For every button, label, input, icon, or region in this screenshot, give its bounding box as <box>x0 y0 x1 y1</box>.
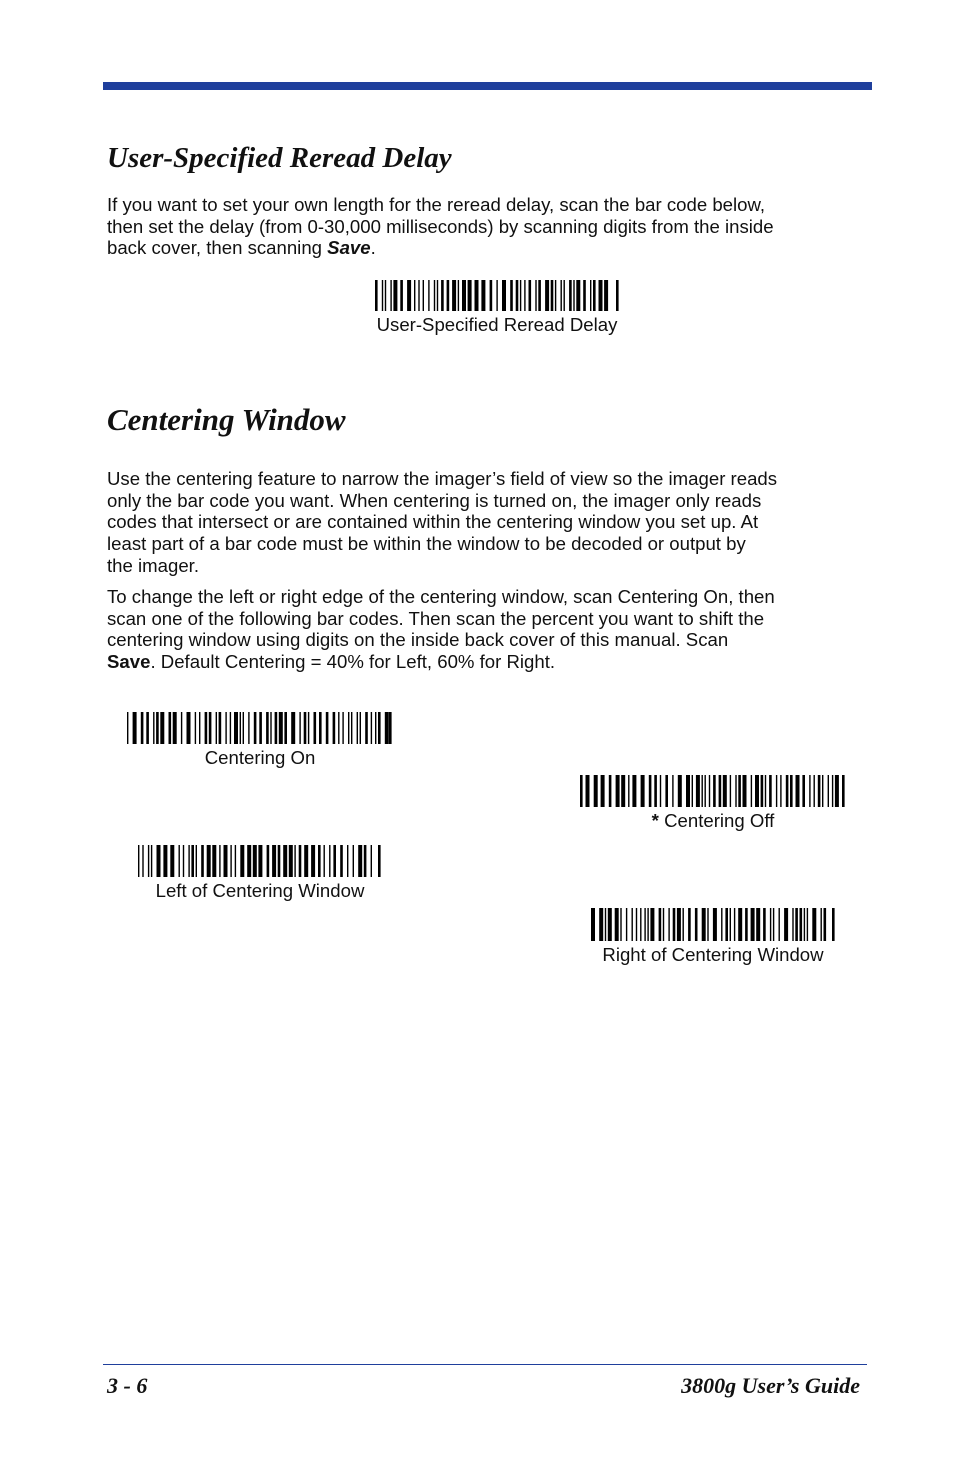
barcode-bar <box>705 775 706 807</box>
barcode-bar <box>311 845 315 877</box>
barcode-bar <box>156 712 159 744</box>
barcode-bar <box>694 908 697 941</box>
barcode-bar <box>212 845 216 877</box>
barcode-bar <box>340 845 343 877</box>
barcode-bar <box>347 845 348 877</box>
barcode-centering-on-label: Centering On <box>204 747 316 768</box>
barcode-bar <box>314 712 317 744</box>
barcode-bar <box>127 712 128 744</box>
barcode-bar <box>318 845 321 877</box>
barcode-bar <box>616 280 619 311</box>
barcode-bar <box>644 908 645 941</box>
save-emphasis: Save <box>327 237 371 259</box>
barcode-bar <box>593 280 596 311</box>
barcode-bar <box>519 280 520 311</box>
barcode-centering-off-bars <box>580 775 846 807</box>
barcode-bar <box>219 712 222 744</box>
barcode-bar <box>563 280 564 311</box>
section-title-reread-delay: User-Specified Reread Delay <box>107 142 452 174</box>
barcode-bar <box>528 280 531 311</box>
barcode-right-window-label: Right of Centering Window <box>602 944 824 965</box>
barcode-bar <box>258 845 262 877</box>
default-marker: * <box>651 810 659 831</box>
barcode-bar <box>153 712 154 744</box>
barcode-bar <box>199 712 200 744</box>
barcode-bar <box>378 712 381 744</box>
barcode-bar <box>418 280 419 311</box>
barcode-bar <box>240 712 241 744</box>
barcode-bar <box>828 775 829 807</box>
barcode-left-window-label: Left of Centering Window <box>155 880 365 901</box>
barcode-bar <box>375 712 376 744</box>
barcode-bar <box>289 845 293 877</box>
barcode-bar <box>672 908 675 941</box>
barcode-bar <box>160 712 164 744</box>
barcode-bar <box>324 845 325 877</box>
barcode-bar <box>240 845 244 877</box>
barcode-bar <box>598 280 602 311</box>
barcode-reread-delay-bars <box>375 280 620 311</box>
barcode-bar <box>351 712 352 744</box>
barcode-bar <box>133 712 137 744</box>
barcode-bar <box>385 712 389 744</box>
barcode-bar <box>632 775 636 807</box>
barcode-left-window-bars <box>138 845 382 877</box>
footer-rule <box>103 1364 867 1365</box>
barcode-bar <box>299 712 300 744</box>
barcode-bar <box>823 908 826 941</box>
barcode-bar <box>692 775 693 807</box>
barcode-bar <box>814 775 815 807</box>
barcode-bar <box>299 845 302 877</box>
barcode-bar <box>796 775 800 807</box>
guide-title: 3800g User’s Guide <box>681 1373 860 1398</box>
barcode-bar <box>730 775 731 807</box>
barcode-bar <box>319 712 322 744</box>
barcode-bar <box>195 712 196 744</box>
barcode-bar <box>765 775 766 807</box>
barcode-bar <box>721 908 722 941</box>
barcode-bar <box>381 280 382 311</box>
barcode-bar <box>842 775 845 807</box>
barcode-left-window[interactable] <box>110 845 410 902</box>
barcode-bar <box>688 908 691 941</box>
barcode-bar <box>266 712 269 744</box>
barcode-bar <box>599 908 603 941</box>
barcode-bar <box>467 280 471 311</box>
barcode-bar <box>725 908 728 941</box>
barcode-bar <box>822 775 823 807</box>
barcode-bar <box>650 908 654 941</box>
barcode-bar <box>183 845 184 877</box>
barcode-bar <box>248 712 249 744</box>
barcode-bar <box>682 908 683 941</box>
barcode-bar <box>586 775 590 807</box>
barcode-bar <box>576 280 580 311</box>
barcode-bar <box>763 908 766 941</box>
barcode-bar <box>384 280 385 311</box>
barcode-bar <box>173 712 177 744</box>
barcode-bar <box>784 908 788 941</box>
barcode-bar <box>560 280 561 311</box>
barcode-bar <box>590 280 591 311</box>
barcode-bar <box>713 775 716 807</box>
barcode-reread-delay-label: User-Specified Reread Delay <box>376 314 618 335</box>
barcode-bar <box>729 908 730 941</box>
barcode-bar <box>294 845 295 877</box>
barcode-bar <box>660 775 661 807</box>
barcode-bar <box>580 775 583 807</box>
barcode-bar <box>818 775 821 807</box>
barcode-bar <box>755 775 759 807</box>
barcode-bar <box>654 775 657 807</box>
barcode-bar <box>338 712 339 744</box>
barcode-centering-off-caption <box>563 810 863 832</box>
barcode-bar <box>780 775 781 807</box>
barcode-bar <box>191 845 194 877</box>
barcode-bar <box>803 908 804 941</box>
barcode-bar <box>809 775 810 807</box>
barcode-centering-off[interactable] <box>563 775 863 832</box>
barcode-bar <box>481 280 485 311</box>
barcode-bar <box>776 775 777 807</box>
barcode-bar <box>806 908 807 941</box>
barcode-bar <box>219 845 220 877</box>
barcode-bar <box>235 845 236 877</box>
barcode-bar <box>573 280 574 311</box>
barcode-bar <box>554 280 555 311</box>
barcode-bar <box>769 775 772 807</box>
barcode-bar <box>635 908 636 941</box>
barcode-centering-off-label: Centering Off <box>664 810 775 831</box>
barcode-bar <box>342 712 343 744</box>
barcode-bar <box>358 845 362 877</box>
barcode-bar <box>446 280 449 311</box>
barcode-bar <box>230 845 231 877</box>
barcode-bar <box>702 775 703 807</box>
barcode-bar <box>151 845 152 877</box>
barcode-bar <box>187 712 191 744</box>
barcode-bar <box>207 845 211 877</box>
barcode-bar <box>230 712 231 744</box>
barcode-bar <box>614 908 618 941</box>
header-rule <box>103 82 872 90</box>
barcode-bar <box>169 712 172 744</box>
barcode-bar <box>284 712 287 744</box>
barcode-bar <box>279 712 283 744</box>
barcode-bar <box>433 280 434 311</box>
barcode-bar <box>738 908 742 941</box>
barcode-bar <box>224 845 228 877</box>
barcode-bar <box>142 845 143 877</box>
barcode-bar <box>738 775 741 807</box>
barcode-bar <box>820 908 821 941</box>
barcode-bar <box>365 712 368 744</box>
barcode-bar <box>146 712 149 744</box>
barcode-bar <box>364 845 367 877</box>
barcode-bar <box>308 712 309 744</box>
barcode-bar <box>371 845 372 877</box>
barcode-bar <box>489 280 492 311</box>
barcode-bar <box>375 280 378 311</box>
barcode-bar <box>616 775 620 807</box>
barcode-bar <box>329 845 330 877</box>
barcode-bar <box>668 908 669 941</box>
barcode-bar <box>756 908 760 941</box>
barcode-bar <box>735 775 736 807</box>
centering-instructions-text-end: . Default Centering = 40% for Left, 60% for Right. <box>150 651 556 673</box>
barcode-bar <box>333 845 336 877</box>
barcode-bar <box>188 845 189 877</box>
barcode-bar <box>163 845 167 877</box>
reread-delay-text: If you want to set your own length for the reread delay, scan the bar code below, then set the delay (from 0-30,000 milliseconds) by scanning digits from the inside back cover, then scanning <box>107 194 774 259</box>
barcode-bar <box>676 908 680 941</box>
barcode-bar <box>291 712 295 744</box>
barcode-bar <box>621 775 625 807</box>
barcode-bar <box>604 280 608 311</box>
barcode-bar <box>510 280 513 311</box>
barcode-bar <box>205 712 208 744</box>
barcode-bar <box>550 280 553 311</box>
barcode-bar <box>357 712 358 744</box>
barcode-bar <box>778 908 779 941</box>
barcode-bar <box>799 908 802 941</box>
barcode-bar <box>607 908 611 941</box>
barcode-bar <box>141 712 144 744</box>
barcode-bar <box>707 908 708 941</box>
barcode-bar <box>609 775 612 807</box>
barcode-bar <box>795 908 798 941</box>
centering-instructions <box>107 586 877 673</box>
barcode-bar <box>272 845 276 877</box>
barcode-bar <box>304 845 308 877</box>
barcode-bar <box>641 775 645 807</box>
barcode-bar <box>772 908 773 941</box>
barcode-bar <box>647 908 648 941</box>
barcode-bar <box>414 280 415 311</box>
barcode-bar <box>750 908 754 941</box>
barcode-bar <box>620 908 621 941</box>
barcode-bar <box>333 712 336 744</box>
barcode-bar <box>393 280 397 311</box>
barcode-bar <box>278 845 281 877</box>
centering-description: Use the centering feature to narrow the imager’s field of view so the imager reads only the bar code you want. When centering is turned on, the imager only reads codes that intersect or are contained within the centering window you set up. At least part of a bar code must be within the window to be decoded or output by the imager. <box>107 468 778 576</box>
barcode-bar <box>583 280 586 311</box>
barcode-bar <box>390 280 391 311</box>
barcode-bar <box>569 280 572 311</box>
barcode-bar <box>181 712 182 744</box>
barcode-bar <box>474 280 478 311</box>
barcode-bar <box>601 775 605 807</box>
barcode-bar <box>267 845 270 877</box>
barcode-bar <box>701 908 705 941</box>
barcode-bar <box>428 280 429 311</box>
barcode-bar <box>389 712 392 744</box>
barcode-bar <box>247 845 251 877</box>
barcode-bar <box>515 280 518 311</box>
barcode-bar <box>283 845 287 877</box>
barcode-bar <box>658 908 661 941</box>
barcode-centering-on[interactable] <box>110 712 410 769</box>
barcode-bar <box>326 712 329 744</box>
barcode-bar <box>723 775 727 807</box>
barcode-bar <box>353 845 354 877</box>
barcode-bar <box>751 775 752 807</box>
barcode-bar <box>496 280 497 311</box>
barcode-bar <box>802 775 805 807</box>
barcode-bar <box>733 908 734 941</box>
barcode-bar <box>462 280 466 311</box>
barcode-bar <box>400 280 403 311</box>
barcode-bar <box>545 280 549 311</box>
reread-delay-description <box>107 194 877 259</box>
barcode-bar <box>835 775 839 807</box>
barcode-bar <box>348 712 349 744</box>
barcode-bar <box>696 775 700 807</box>
barcode-right-window-bars <box>591 908 836 941</box>
barcode-bar <box>422 280 423 311</box>
barcode-centering-on-bars <box>127 712 393 744</box>
barcode-bar <box>631 908 632 941</box>
barcode-bar <box>179 845 180 877</box>
barcode-bar <box>254 712 257 744</box>
barcode-bar <box>792 908 793 941</box>
barcode-bar <box>138 845 139 877</box>
barcode-bar <box>201 845 204 877</box>
barcode-bar <box>812 908 816 941</box>
barcode-bar <box>786 775 789 807</box>
barcode-bar <box>275 712 278 744</box>
barcode-bar <box>719 775 722 807</box>
barcode-bar <box>743 775 747 807</box>
barcode-bar <box>604 908 605 941</box>
barcode-bar <box>452 280 456 311</box>
barcode-bar <box>157 845 161 877</box>
section-title-centering-window: Centering Window <box>107 402 346 437</box>
barcode-bar <box>371 712 372 744</box>
barcode-bar <box>591 908 595 941</box>
barcode-bar <box>790 775 793 807</box>
barcode-right-window[interactable] <box>563 908 863 966</box>
barcode-bar <box>686 775 690 807</box>
barcode-reread-delay[interactable] <box>347 280 647 336</box>
barcode-bar <box>360 712 361 744</box>
barcode-bar <box>662 908 663 941</box>
barcode-bar <box>761 775 764 807</box>
barcode-bar <box>170 845 174 877</box>
barcode-bar <box>769 908 770 941</box>
barcode-bar <box>259 712 262 744</box>
barcode-bar <box>625 908 626 941</box>
barcode-bar <box>243 712 244 744</box>
barcode-bar <box>709 775 710 807</box>
barcode-bar <box>628 775 629 807</box>
barcode-bar <box>535 280 536 311</box>
barcode-bar <box>270 712 271 744</box>
barcode-bar <box>712 908 716 941</box>
barcode-bar <box>832 775 833 807</box>
barcode-bar <box>209 712 212 744</box>
barcode-bar <box>640 908 641 941</box>
reread-delay-text-end: . <box>370 237 376 259</box>
barcode-bar <box>538 280 541 311</box>
barcode-bar <box>216 712 217 744</box>
barcode-bar <box>665 775 668 807</box>
barcode-bar <box>745 908 748 941</box>
barcode-bar <box>196 845 197 877</box>
barcode-bar <box>678 775 682 807</box>
barcode-bar <box>457 280 458 311</box>
barcode-bar <box>441 280 444 311</box>
barcode-bar <box>148 845 149 877</box>
barcode-bar <box>672 775 673 807</box>
barcode-bar <box>234 712 238 744</box>
page-number: 3 - 6 <box>107 1373 148 1398</box>
barcode-bar <box>832 908 835 941</box>
save-bold: Save <box>107 651 151 673</box>
barcode-bar <box>524 280 525 311</box>
barcode-bar <box>649 775 652 807</box>
barcode-bar <box>225 712 226 744</box>
barcode-bar <box>378 845 381 877</box>
barcode-bar <box>594 775 598 807</box>
barcode-bar <box>253 845 257 877</box>
barcode-bar <box>407 280 411 311</box>
barcode-bar <box>436 280 437 311</box>
centering-instructions-text: To change the left or right edge of the centering window, scan Centering On, then scan one of the following bar codes. Then scan the percent you want to shift the centering window using digits on the inside back cover of this manual. Scan <box>107 586 775 651</box>
barcode-bar <box>502 280 506 311</box>
barcode-bar <box>304 712 307 744</box>
